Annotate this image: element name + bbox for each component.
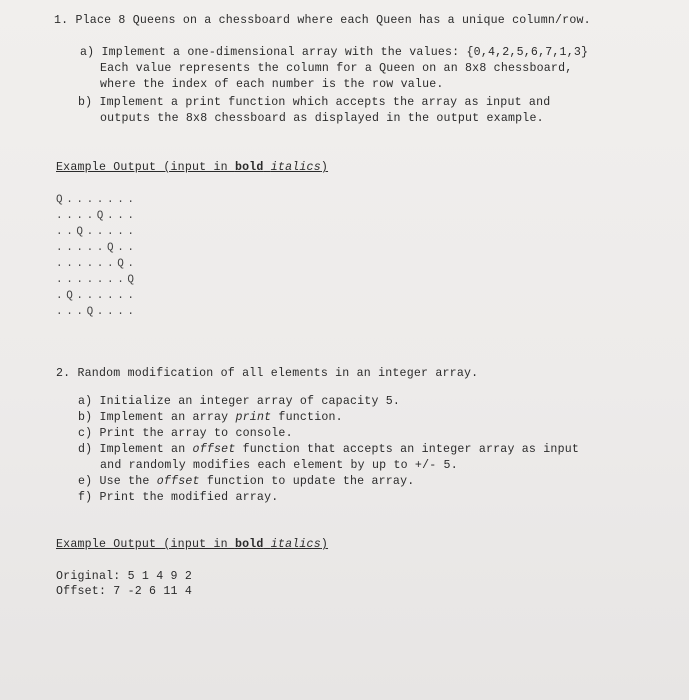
q2-original-line: Original: 5 1 4 9 2 [56,570,192,583]
board-row-1: Q....... [56,194,138,206]
q2-offset-line: Offset: 7 -2 6 11 4 [56,585,192,598]
q2-item-c: c) Print the array to console. [78,427,293,440]
board-row-8: ...Q.... [56,306,138,318]
board-row-3: ..Q..... [56,226,138,238]
q2-item-d: d) Implement an offset function that accepts an integer array as input [78,443,580,456]
q2-title: 2. Random modification of all elements in an integer array. [56,367,479,380]
q1-a-line-1: a) Implement a one-dimensional array with the values: {0,4,2,5,6,7,1,3} [80,46,589,59]
board-row-4: .....Q.. [56,242,138,254]
q1-title: 1. Place 8 Queens on a chessboard where each Queen has a unique column/row. [54,14,591,27]
board-row-2: ....Q... [56,210,138,222]
q1-a-line-2: Each value represents the column for a Queen on an 8x8 chessboard, [100,62,573,75]
board-row-5: ......Q. [56,258,138,270]
q1-example-heading: Example Output (input in bold italics) [56,161,329,174]
q2-item-b: b) Implement an array print function. [78,411,343,424]
q2-item-f: f) Print the modified array. [78,491,279,504]
board-row-7: .Q...... [56,290,138,302]
board-row-6: .......Q [56,274,138,286]
q2-item-e: e) Use the offset function to update the array. [78,475,415,488]
q2-example-heading: Example Output (input in bold italics) [56,538,329,551]
q1-a-line-3: where the index of each number is the row value. [100,78,444,91]
q2-item-d-cont: and randomly modifies each element by up to +/- 5. [100,459,458,472]
q2-item-a: a) Initialize an integer array of capacity 5. [78,395,401,408]
q1-b-line-1: b) Implement a print function which accepts the array as input and [78,96,551,109]
q1-b-line-2: outputs the 8x8 chessboard as displayed in the output example. [100,112,544,125]
